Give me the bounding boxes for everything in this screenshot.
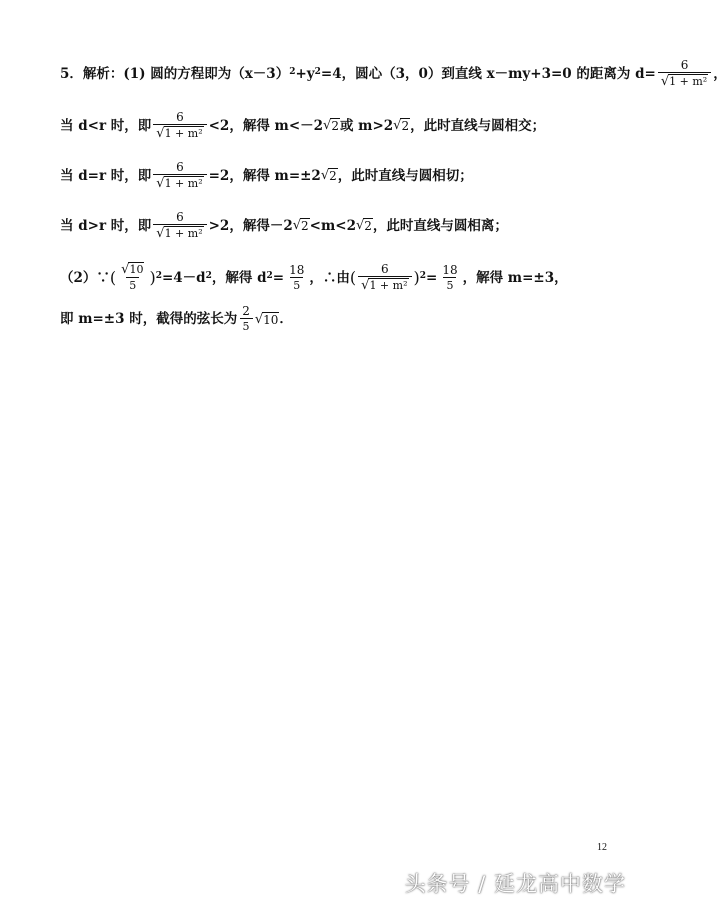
line2-fraction [153,110,206,141]
line4-text-d: ，此时直线与圆相离； [372,217,508,234]
fraction-denominator: 5 [126,277,139,293]
line5-text-b: =4－d [161,269,206,286]
sqrt-icon: √ [393,118,402,133]
line4-text-c: <m<2 [309,217,356,234]
left-paren: ( [109,267,117,287]
line5-text-g: ，解得 m=±3， [462,269,568,286]
fraction-numerator: 18 [289,262,305,277]
right-paren: ) [413,267,420,287]
line5-text-c: ，解得 d [211,269,267,286]
sqrt-icon: √ [156,176,165,191]
radicand: 1 + m² [164,177,203,190]
fraction-numerator: 6 [176,160,184,174]
sqrt-2 [323,118,340,133]
line3-text-b: =2，解得 m=±2 [208,167,321,184]
sqrt-icon: √ [660,74,670,89]
line1-text-c: =4，圆心（3，0）到直线 x－my+3=0 的距离为 d= [320,65,656,82]
fraction-numerator: 2 [242,304,250,318]
sqrt-icon: √ [323,118,332,133]
radicand: 1 + m² [669,75,708,88]
radicand: 2 [401,119,410,133]
eighteen-fifths-fraction [439,263,460,293]
two-fifths-fraction [239,304,253,334]
line4-text-a: 当 d>r 时，即 [60,217,152,234]
line6-text-a: 即 m=±3 时，截得的弦长为 [60,311,238,327]
sqrt10-over-5-fraction [118,262,147,293]
solution-line-4 [60,210,508,241]
solution-line-6 [60,304,293,334]
line5-text-e: ，∴由 [309,269,350,286]
sqrt-icon: √ [121,262,130,277]
line3-fraction [153,160,206,191]
sqrt-icon: √ [292,218,302,233]
left-paren: ( [349,267,357,287]
radicand: 10 [129,263,144,276]
eighteen-fifths-fraction [286,263,307,293]
line2-text-a: 当 d<r 时，即 [60,117,152,134]
radicand: 10 [263,312,279,327]
line3-text-a: 当 d=r 时，即 [60,167,152,184]
sqrt-icon: √ [254,311,264,327]
fraction-numerator [118,262,147,277]
fraction-denominator [658,72,711,89]
line1-text-a: 5．解析：(1) 圆的方程即为（x－3） [60,65,290,82]
fraction-denominator [153,174,206,191]
radicand: 1 + m² [369,279,408,292]
radicand: 1 + m² [164,127,203,140]
fraction-numerator: 6 [680,58,689,72]
line3-text-c: ，此时直线与圆相切； [337,167,473,184]
radicand: 2 [364,219,372,233]
fraction-numerator: 6 [381,262,389,276]
sqrt-2 [293,218,310,233]
fraction-denominator [153,124,206,141]
page-number: 12 [597,842,607,853]
radicand: 2 [331,119,339,133]
sqrt-icon: √ [156,126,165,141]
solution-line-2 [60,110,545,141]
sqrt-2 [321,168,338,183]
line2-text-d: ，此时直线与圆相交； [410,117,546,134]
line4-fraction [153,210,206,241]
line4-text-b: >2，解得－2 [208,217,293,234]
distance-fraction [358,262,411,293]
fraction-denominator: 5 [443,277,456,293]
line1-text-b: +y [295,65,315,82]
sqrt-icon: √ [361,278,370,293]
fraction-numerator: 6 [176,210,184,224]
radicand: 2 [301,219,309,233]
line2-text-c: 或 m>2 [339,117,394,134]
line5-text-d: = [272,269,285,286]
fraction-denominator: 5 [290,277,303,293]
line6-end: ． [279,311,293,327]
sqrt-icon: √ [156,226,165,241]
right-paren: ) [149,267,156,287]
line5-text-f: = [426,269,438,286]
sqrt-icon: √ [355,218,365,233]
sqrt-icon: √ [320,168,330,183]
solution-line-3 [60,160,473,191]
fraction-numerator: 18 [442,262,458,277]
distance-fraction [658,58,711,89]
sqrt-2 [393,118,410,133]
line2-text-b: <2，解得 m<－2 [208,117,324,134]
solution-line-1: 5．解析：(1) 圆的方程即为（x－3） $^2$ +y $^2$ =4，圆心（3，0）到直线 x－my+3=0 的距离为 d= 6 √ 1 + m² ， [60,58,727,89]
solution-line-5: （2）∵ ( √ 10 5 ) $^2$ =4－d $^2$ ，解得 d $^2$ = $\frac{18}{5}$ ，∴由 ( 6 √ 1 + m² ) $^2$ = $\frac{18}{5}$ ，解得 m=±3， [60,262,568,293]
radicand: 1 + m² [164,227,203,240]
fraction-denominator: 5 [240,318,253,334]
radicand: 2 [329,169,337,183]
sqrt-2 [356,218,373,233]
line5-text-a: （2）∵ [60,269,110,286]
watermark: 头条号 / 延龙高中数学 [404,872,626,896]
fraction-denominator [153,224,206,241]
fraction-denominator [358,276,411,293]
sqrt-10 [255,312,280,327]
fraction-numerator: 6 [176,110,184,124]
line1-end: ， [713,65,727,82]
